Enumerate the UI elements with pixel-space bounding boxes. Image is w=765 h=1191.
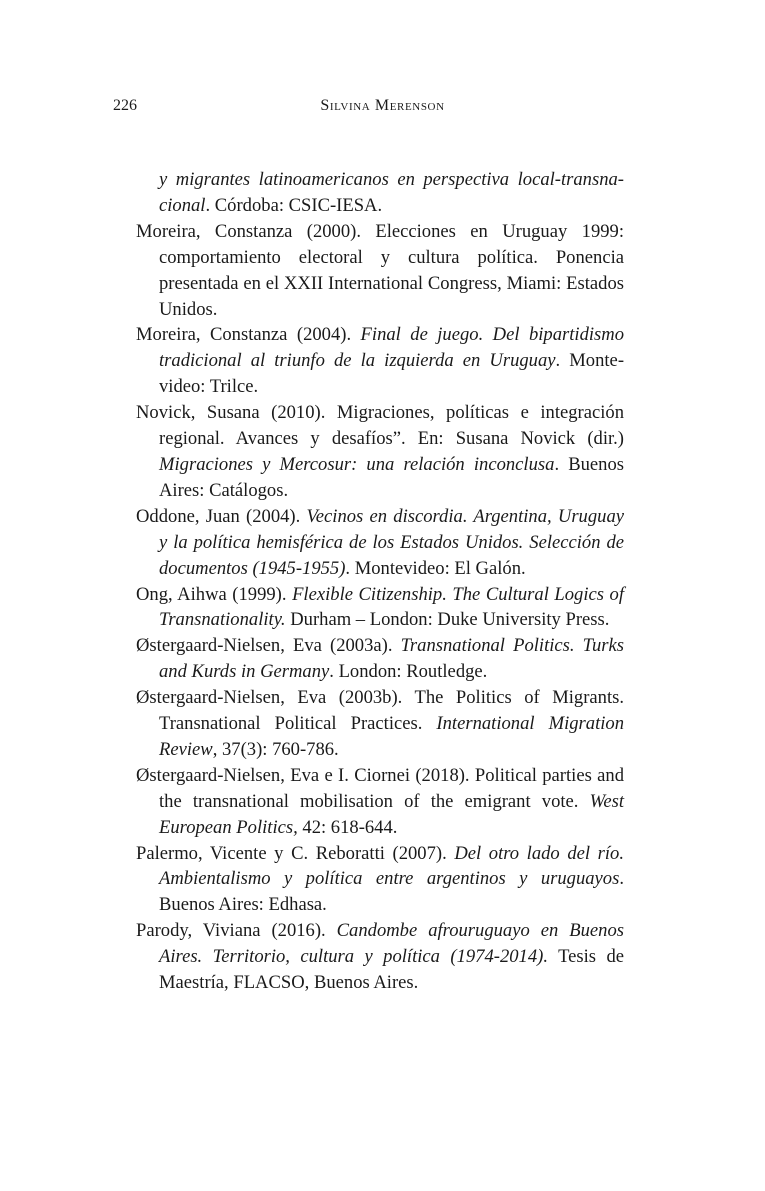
reference-list [136,167,624,996]
reference-title-italic: y migrantes latinoamericanos en perspectiva local-transnacional [159,169,624,216]
reference-text: . Buenos Aires: Catálogos. [159,453,624,501]
reference-entry [136,841,624,919]
reference-entry [136,219,624,323]
reference-entry [136,400,624,504]
reference-text: Novick, Susana (2010). Migraciones, políticas e integración regional. Avances y desafíos”. En: Susana Novick (dir.) [136,402,624,450]
reference-text: Ong, Aihwa (1999). [136,583,293,605]
reference-title-italic: Migraciones y Mercosur: una relación inconclusa [159,453,555,475]
reference-title-italic: Vecinos en discordia. Argentina, Uruguay y la política hemisférica de los Estados Unidos. Selección de documentos (1945-1955) [159,505,624,579]
reference-text: 42: 618-644. [297,816,398,838]
reference-text: Østergaard-Nielsen, Eva (2003b). The Politics of Migrants. Transnational Political Practices. [136,687,624,735]
reference-entry [136,685,624,763]
reference-entry [136,763,624,841]
reference-entry [136,322,624,400]
reference-text: , 37(3): 760-786. [212,738,339,760]
reference-title-italic: Transnational Politics. Turks and Kurds in Germany [159,635,624,683]
reference-text: Durham – London: Duke University Press. [285,609,610,631]
reference-title-italic: International Migration Review [159,713,624,760]
reference-entry [136,504,624,582]
reference-entry [136,582,624,634]
reference-title-italic: West European Politics, [159,790,624,838]
reference-text: Moreira, Constanza (2000). Elecciones en Uruguay 1999: comportamiento electoral y cultura política. Ponencia presentada en el XXII International Congress, Miami: Estados Unidos. [136,220,624,320]
reference-text: . Montevideo: El Galón. [345,557,526,579]
reference-text: . Córdoba: CSIC-IESA. [205,194,383,216]
reference-entry [136,918,624,996]
reference-text: Moreira, Constanza (2004). [136,324,361,346]
reference-text: Parody, Viviana (2016). [136,920,337,942]
reference-text: . Montevideo: Trilce. [159,350,625,398]
reference-text: Østergaard-Nielsen, Eva e I. Ciornei (2018). Political parties and the transnational mobilisation of the emigrant vote. [136,764,624,812]
reference-title-italic: Final de juego. Del bipartidismo tradicional al triunfo de la izquierda en Uruguay [159,324,625,372]
reference-text: . London: Routledge. [329,661,488,683]
reference-title-italic: Del otro lado del río. Ambientalismo y política entre argentinos y uruguayos [159,842,624,890]
reference-entry [136,633,624,685]
reference-text: Østergaard-Nielsen, Eva (2003a). [136,635,401,657]
reference-entry-continued [136,167,624,219]
running-head: Silvina Merenson [320,97,445,114]
reference-title-italic: Candombe afrouruguayo en Buenos Aires. Territorio, cultura y política (1974-2014). [159,920,624,968]
reference-title-italic: Flexible Citizenship. The Cultural Logics of Transnationality. [159,583,625,631]
reference-text: . Buenos Aires: Edhasa. [159,868,624,916]
reference-text: Oddone, Juan (2004). [136,505,307,527]
reference-text: Tesis de Maestría, FLACSO, Buenos Aires. [159,946,624,994]
reference-text: Palermo, Vicente y C. Reboratti (2007). [136,842,455,864]
page-number: 226 [113,97,137,114]
